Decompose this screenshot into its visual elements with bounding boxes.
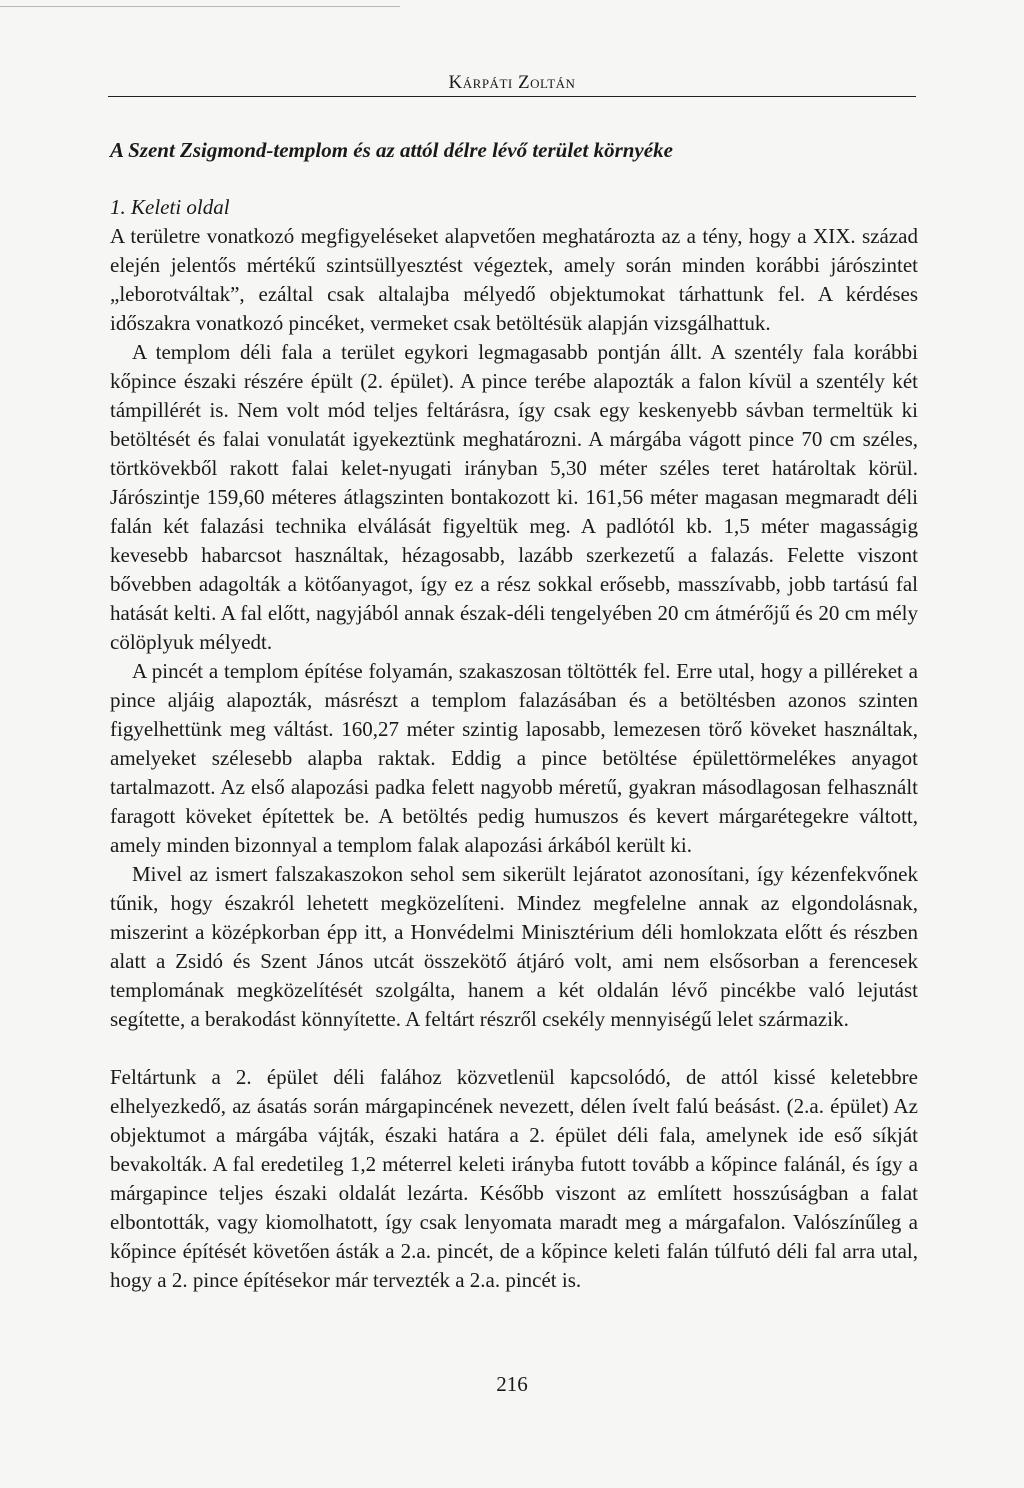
section-title: A Szent Zsigmond-templom és az attól délre lévő terület környéke	[110, 138, 673, 162]
running-head: Kárpáti Zoltán	[448, 72, 576, 93]
paragraph-3: A pincét a templom építése folyamán, szakaszosan töltötték fel. Erre utal, hogy a pilléreket a pince aljáig alapozták, másrészt a templom falazásában és a betöltésben azonos szinten figyelhettünk meg váltást. 160,27 méter szintig laposabb, lemezesen törő köveket használtak, amelyeket szélesebb alapba raktak. Eddig a pince betöltése épülettörmelékes anyagot tartalmazott. Az első alapozási padka felett nagyobb méretű, gyakran másodlagosan felhasznált faragott köveket építettek be. A betöltés pedig humuszos és kevert márgarétegekre váltott, amely minden bizonnyal a templom falak alapozási árkából került ki.	[110, 659, 918, 857]
subsection-title: 1. Keleti oldal	[110, 195, 230, 219]
paragraph-1: A területre vonatkozó megfigyeléseket alapvetően meghatározta az a tény, hogy a XIX. század elején jelentős mértékű szintsüllyesztést végeztek, amely során minden korábbi járószintet „leborotváltak”, ezáltal csak altalajba mélyedő objektumokat tárhattunk fel. A kérdéses időszakra vonatkozó pincéket, vermeket csak betöltésük alapján vizsgálhattuk.	[110, 224, 918, 335]
page-number: 216	[496, 1372, 528, 1396]
paragraph-5: Feltártunk a 2. épület déli falához közvetlenül kapcsolódó, de attól kissé keletebbre elhelyezkedő, az ásatás során márgapincének nevezett, délen ívelt falú beásást. (2.a. épület) Az objektumot a márgába vájták, északi határa a 2. épület déli fala, amelynek ide eső síkját bevakolták. A fal eredetileg 1,2 méterrel keleti irányba futott tovább a kőpince falánál, és így a márgapince teljes északi oldalát lezárta. Később viszont az említett hosszúságban a falat elbontották, vagy kiomolhatott, így csak lenyomata maradt meg a márgafalon. Valószínűleg a kőpince építését követően ásták a 2.a. pincét, de a kőpince keleti falán túlfutó déli fal arra utal, hogy a 2. pince építésekor már tervezték a 2.a. pincét is.	[110, 1065, 918, 1292]
scan-edge-line	[0, 6, 400, 7]
paragraph-2: A templom déli fala a terület egykori legmagasabb pontján állt. A szentély fala korábbi kőpince északi részére épült (2. épület). A pince terébe alapozták a falon kívül a szentély két támpillérét is. Nem volt mód teljes feltárásra, így csak egy keskenyebb sávban termeltük ki betöltését és falai vonulatát igyekeztünk meghatározni. A márgába vágott pince 70 cm széles, törtkövekből rakott falai kelet-nyugati irányban 5,30 méter széles teret határoltak körül. Járószintje 159,60 méteres átlagszinten bontakozott ki. 161,56 méter magasan megmaradt déli falán két falazási technika elválását figyeltük meg. A padlótól kb. 1,5 méter magasságig kevesebb habarcsot használtak, hézagosabb, lazább szerkezetű a falazás. Felette viszont bővebben adagolták a kötőanyagot, így ez a rész sokkal erősebb, masszívabb, jobb tartású fal hatását kelti. A fal előtt, nagyjából annak észak-déli tengelyében 20 cm átmérőjű és 20 cm mély cölöplyuk mélyedt.	[110, 340, 918, 654]
paragraph-4: Mivel az ismert falszakaszokon sehol sem sikerült lejáratot azonosítani, így kézenfekvőnek tűnik, hogy északról lehetett megközelíteni. Mindez megfelelne annak az elgondolásnak, miszerint a középkorban épp itt, a Honvédelmi Minisztérium déli homlokzata előtt és részben alatt a Zsidó és Szent János utcát összekötő átjáró volt, ami nem elsősorban a ferencesek templomának megközelítését szolgálta, hanem a két oldalán lévő pincékbe való lejutást segítette, a berakodást könnyítette. A feltárt részről csekély mennyiségű lelet származik.	[110, 862, 918, 1031]
header-rule	[108, 96, 916, 97]
page-body	[110, 136, 918, 1295]
